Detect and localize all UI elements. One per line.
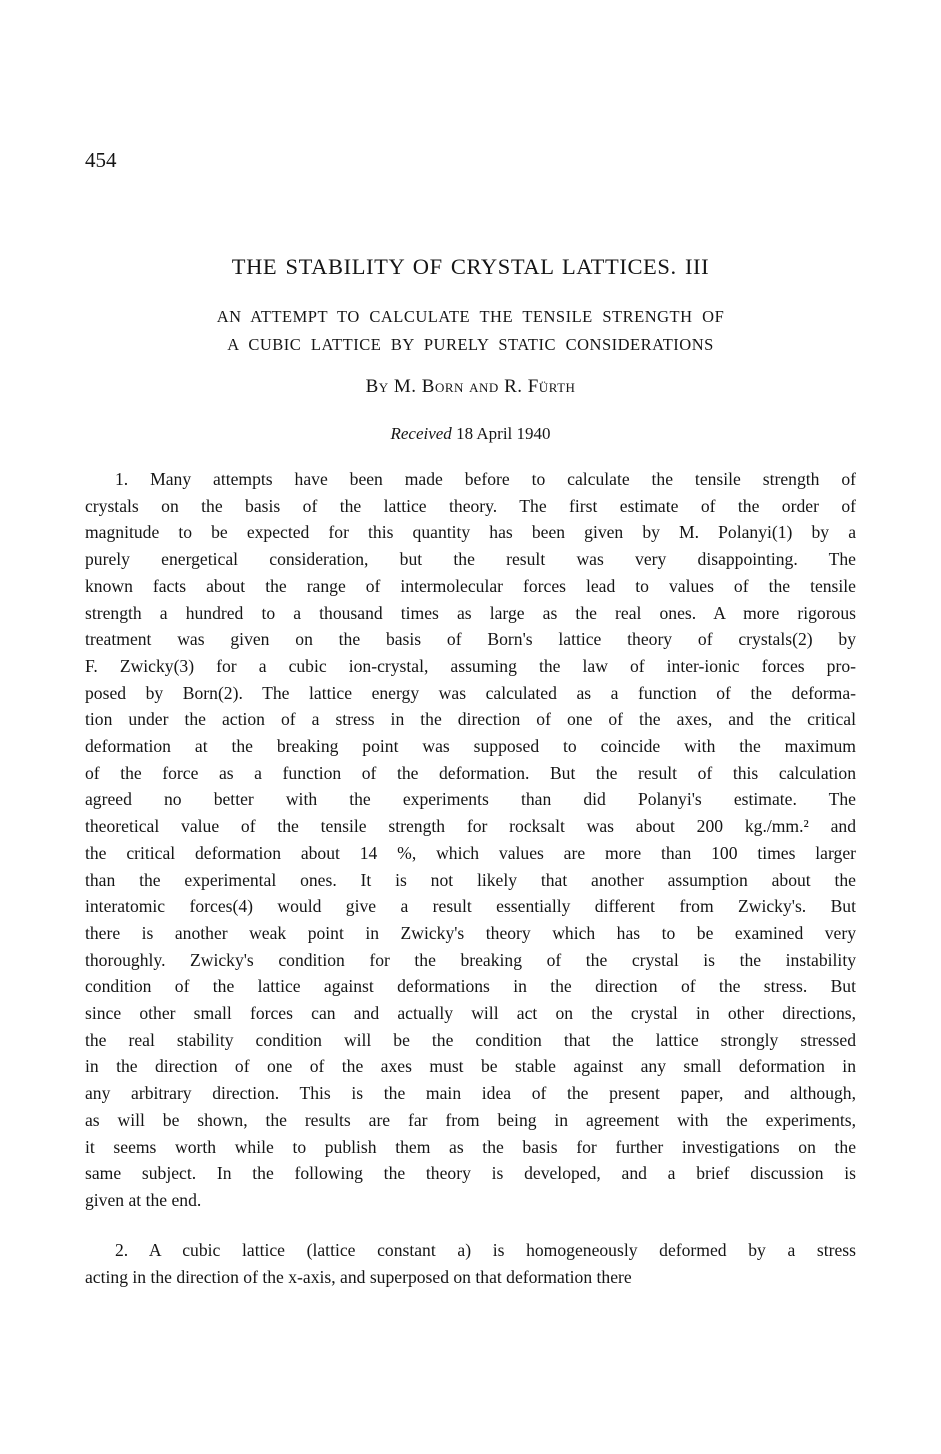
paper-title: THE STABILITY OF CRYSTAL LATTICES. III [231,254,710,279]
text-line: of the force as a function of the deformation. But the result of this calculation [85,762,856,783]
text-line: magnitude to be expected for this quantity has been given by M. Polanyi(1) by a [85,522,856,543]
paper-subtitle [0,303,941,359]
text-line: thoroughly. Zwicky's condition for the breaking of the crystal is the instability [85,949,856,970]
text-line: in the direction of one of the axes must be stable against any small deformation in [85,1056,856,1077]
text-line: strength a hundred to a thousand times as large as the real ones. A more rigorous [85,602,856,623]
text-line: than the experimental ones. It is not likely that another assumption about the [85,869,856,890]
text-line: since other small forces can and actually will act on the crystal in other directions, [85,1003,856,1024]
text-line: given at the end. [85,1189,202,1210]
text-line: it seems worth while to publish them as the basis for further investigations on the [85,1136,856,1157]
authors-line: By M. Born and R. Fürth [365,376,576,397]
text-line: 2. A cubic lattice (lattice constant a) is homogeneously deformed by a stress [115,1240,856,1260]
text-line: known facts about the range of intermolecular forces lead to values of the tensile [85,575,856,596]
text-line: acting in the direction of the x-axis, and superposed on that deformation there [85,1266,632,1287]
text-line: F. Zwicky(3) for a cubic ion-crystal, assuming the law of inter-ionic forces pro- [85,655,856,676]
text-line: deformation at the breaking point was supposed to coincide with the maximum [85,736,856,757]
text-line: condition of the lattice against deformations in the direction of the stress. But [85,976,856,997]
text-line: agreed no better with the experiments than did Polanyi's estimate. The [85,789,856,810]
text-line: theoretical value of the tensile strength for rocksalt was about 200 kg./mm.² and [85,816,856,837]
section-2-paragraph [85,1237,856,1290]
text-line: 1. Many attempts have been made before to calculate the tensile strength of [115,469,856,489]
text-line: posed by Born(2). The lattice energy was calculated as a function of the deforma- [85,682,856,703]
text-line: any arbitrary direction. This is the main idea of the present paper, and although, [85,1083,856,1104]
text-line: there is another weak point in Zwicky's theory which has to be examined very [85,922,856,943]
text-line: the real stability condition will be the condition that the lattice strongly stressed [85,1029,856,1050]
text-line: same subject. In the following the theory is developed, and a brief discussion is [85,1163,856,1184]
text-line: as will be shown, the results are far from being in agreement with the experiments, [85,1109,856,1130]
text-line: purely energetical consideration, but the result was very disappointing. The [85,549,856,570]
received-label: Received [390,424,452,443]
text-line: interatomic forces(4) would give a result essentially different from Zwicky's. But [85,896,856,917]
page-number: 454 [85,148,117,172]
text-line: tion under the action of a stress in the direction of one of the axes, and the critical [85,709,856,730]
section-1-paragraph [85,466,856,1214]
received-line [0,424,941,444]
text-line: the critical deformation about 14 %, which values are more than 100 times larger [85,842,856,863]
text-line: treatment was given on the basis of Born's lattice theory of crystals(2) by [85,629,856,650]
text-line: crystals on the basis of the lattice theory. The first estimate of the order of [85,495,856,516]
subtitle-line: AN ATTEMPT TO CALCULATE THE TENSILE STRENGTH OF [216,307,725,326]
subtitle-line: A CUBIC LATTICE BY PURELY STATIC CONSIDERATIONS [227,335,714,354]
received-date: 18 April 1940 [456,424,551,443]
